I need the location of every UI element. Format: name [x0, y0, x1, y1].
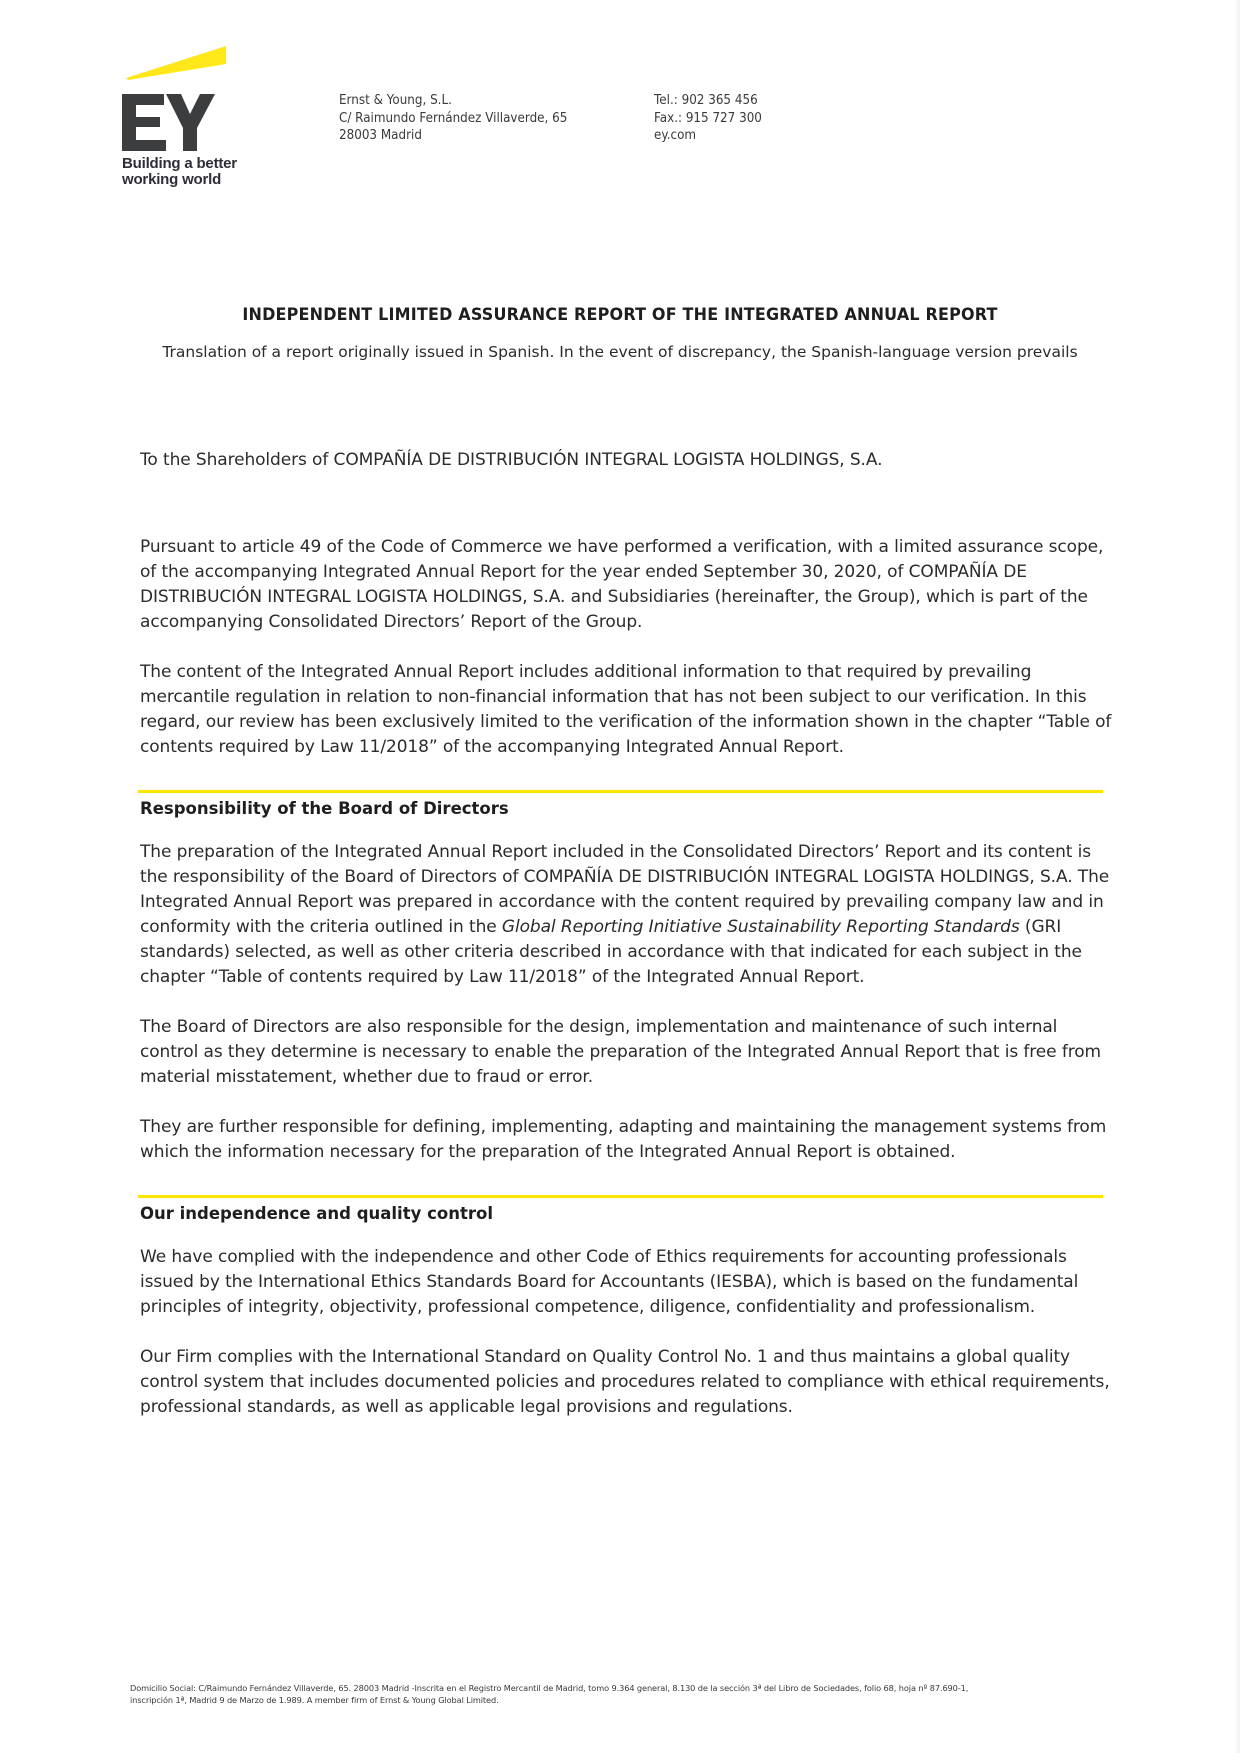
intro-paragraph-1: Pursuant to article 49 of the Code of Commerce we have performed a verification, with a limited assurance scope, of the accompanying Integrated Annual Report for the year ended September 30, 2020, of COMPAÑÍA DE DISTRIBUCIÓN INTEGRAL LOGISTA HOLDINGS, S.A. and Subsidiaries (hereinafter, the Group), which is part of the accompanying Consolidated Directors’ Report of the Group.: [140, 537, 1104, 632]
report-subtitle: Translation of a report originally issued in Spanish. In the event of discrepancy, the Spanish-language version prevails: [162, 343, 1078, 361]
firm-name: Ernst & Young, S.L.: [339, 93, 452, 108]
intro-paragraph-2: The content of the Integrated Annual Report includes additional information to that required by prevailing mercantile regulation in relation to non-financial information that has not been subject to our verification. In this regard, our review has been exclusively limited to the verification of the information shown in the chapter “Table of contents required by Law 11/2018” of the accompanying Integrated Annual Report.: [140, 662, 1112, 757]
ey-tagline: [122, 156, 237, 188]
gri-standards-italic: Global Reporting Initiative Sustainability Reporting Standards: [501, 917, 1020, 937]
independence-paragraph-1: We have complied with the independence and other Code of Ethics requirements for accounting professionals issued by the International Ethics Standards Board for Accountants (IESBA), which is based on the fundamental principles of integrity, objectivity, professional competence, diligence, confidentiality and professionalism.: [140, 1247, 1079, 1317]
firm-street: C/ Raimundo Fernández Villaverde, 65: [339, 110, 568, 126]
section-heading-responsibility: Responsibility of the Board of Directors: [140, 799, 509, 818]
tagline-line-2: working world: [122, 171, 222, 188]
addressee: To the Shareholders of COMPAÑÍA DE DISTRIBUCIÓN INTEGRAL LOGISTA HOLDINGS, S.A.: [140, 450, 883, 470]
report-title: INDEPENDENT LIMITED ASSURANCE REPORT OF THE INTEGRATED ANNUAL REPORT: [242, 305, 998, 325]
firm-address: [339, 92, 567, 145]
ey-logo: [122, 42, 262, 192]
firm-contact: [654, 92, 762, 145]
responsibility-p1-text-a: The preparation of the Integrated Annual Report included in the Consolidated Directors’ Report and its content is the responsibility of the Board of Directors of COMPAÑÍA DE DISTRIBUCIÓN INTEGRAL LOGISTA HOLDINGS, S.A. The Integrated Annual Report was prepared in accordance with the content required by prevailing company law and in conformity with the criteria outlined in the: [140, 842, 1110, 937]
responsibility-p1-text-b: (GRI standards) selected, as well as other criteria described in accordance with that indicated for each subject in the chapter “Table of contents required by Law 11/2018” of the Integrated Annual Report.: [140, 917, 1082, 987]
responsibility-paragraph-1: [140, 840, 1115, 990]
report-body: [140, 448, 1115, 1420]
firm-tel: Tel.: 902 365 456: [654, 93, 758, 108]
independence-paragraph-2: Our Firm complies with the International Standard on Quality Control No. 1 and thus maintains a global quality control system that includes documented policies and procedures related to compliance with ethical requirements, professional standards, as well as applicable legal provisions and regulations.: [140, 1347, 1110, 1417]
footer-line-2: inscripción 1ª, Madrid 9 de Marzo de 1.989. A member firm of Ernst & Young Global Limited.: [130, 1694, 499, 1705]
ey-beam-icon: [122, 42, 232, 82]
ey-letters-icon: [122, 94, 222, 152]
footer-line-1: Domicilio Social: C/Raimundo Fernández Villaverde, 65. 28003 Madrid -Inscrita en el Registro Mercantil de Madrid, tomo 9.364 general, 8.130 de la sección 3ª del Libro de Sociedades, folio 68, hoja nº 87.690-1,: [130, 1683, 969, 1693]
firm-fax: Fax.: 915 727 300: [654, 110, 762, 126]
scan-page-edge: [1234, 0, 1240, 1753]
responsibility-paragraph-2: The Board of Directors are also responsible for the design, implementation and maintenance of such internal control as they determine is necessary to enable the preparation of the Integrated Annual Report that is free from material misstatement, whether due to fraud or error.: [140, 1017, 1101, 1087]
responsibility-paragraph-3: They are further responsible for defining, implementing, adapting and maintaining the management systems from which the information necessary for the preparation of the Integrated Annual Report is obtained.: [140, 1117, 1107, 1162]
registered-office-footer: [130, 1683, 1130, 1706]
section-heading-independence: Our independence and quality control: [140, 1204, 493, 1223]
tagline-line-1: Building a better: [122, 155, 237, 172]
firm-website: ey.com: [654, 128, 697, 143]
firm-city: 28003 Madrid: [339, 128, 422, 143]
